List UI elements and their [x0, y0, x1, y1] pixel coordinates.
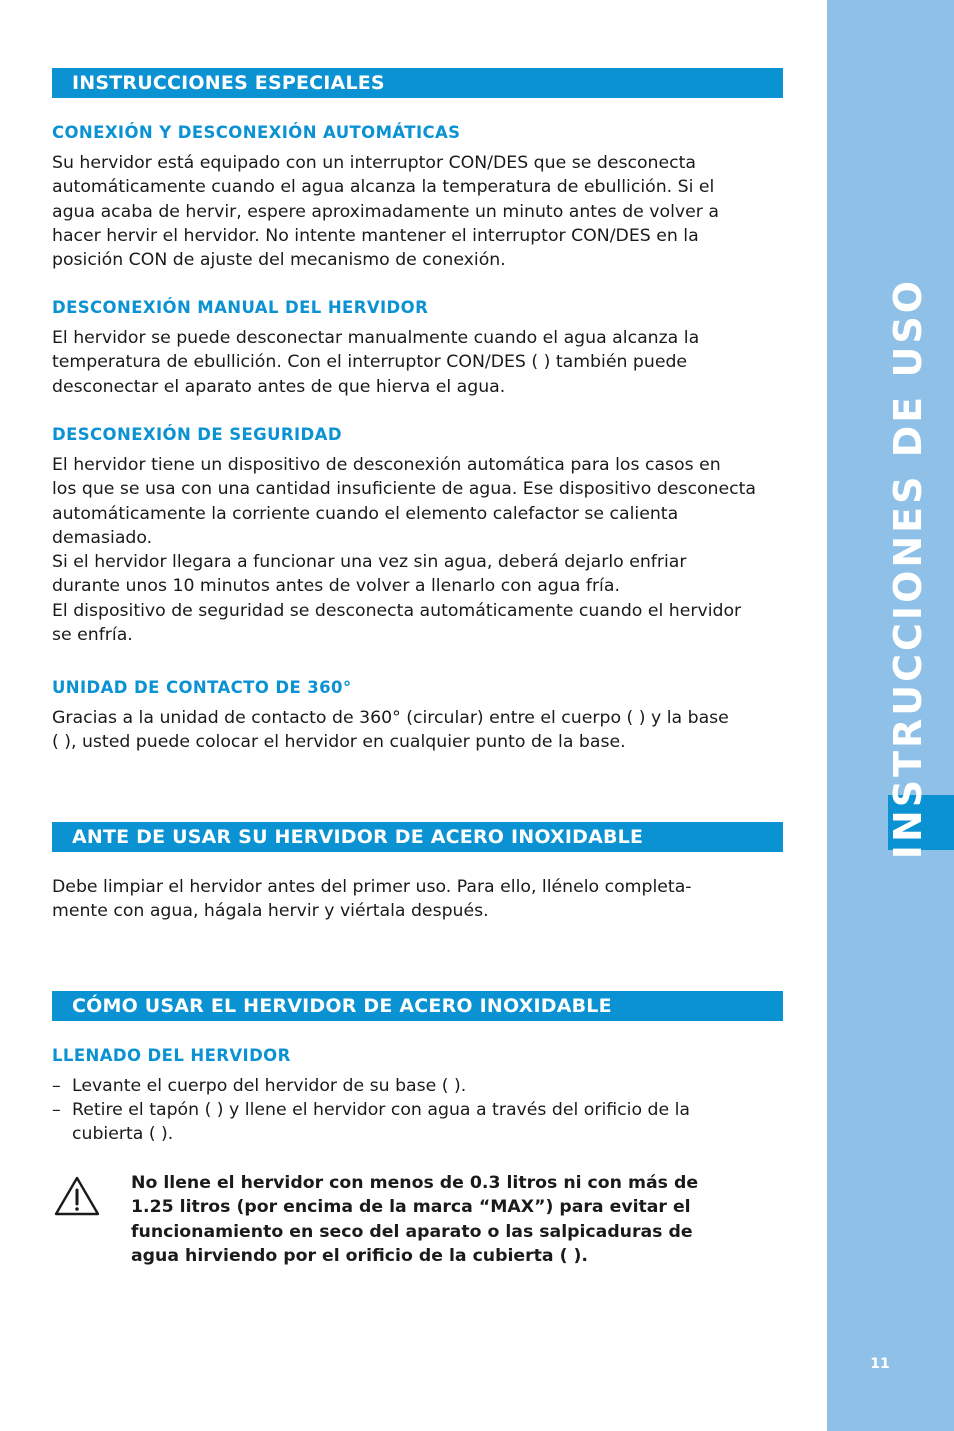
- warning-text: No llene el hervidor con menos de 0.3 litros ni con más de 1.25 litros (por encima de la marca “MAX”) para evitar el funcionamiento en seco del aparato o las salpicaduras de agua hirviendo por el orificio de la cubierta ( ).: [131, 1173, 699, 1266]
- paragraph-ante-de-usar: Debe limpiar el hervidor antes del primer uso. Para ello, llénelo completa- mente con agua, hágala hervir y viértala después.: [52, 877, 692, 922]
- paragraph-desconexion-seguridad: El hervidor tiene un dispositivo de desconexión automática para los casos en los que se usa con una cantidad insuficiente de agua. Ese dispositivo desconecta automáticamente la corriente cuando el elemento calefactor se calienta demasiado. Si el hervidor llegara a funcionar una vez sin agua, deberá dejarlo enfriar durante unos 10 minutos antes de volver a llenarlo con agua fría. El dispositivo de seguridad se desconecta automáticamente cuando el hervidor se enfría.: [52, 455, 756, 646]
- list-item: Levante el cuerpo del hervidor de su base ( ).: [72, 1076, 467, 1096]
- paragraph-conexion: Su hervidor está equipado con un interruptor CON/DES que se desconecta automáticamente cuando el agua alcanza la temperatura de ebullición. Si el agua acaba de hervir, espere aproximadamente un minuto antes de volver a hacer hervir el hervidor. No intente mantener el interruptor CON/DES en la posición CON de ajuste del mecanismo de conexión.: [52, 153, 719, 271]
- subheading-desconexion-manual: DESCONEXIÓN MANUAL DEL HERVIDOR: [52, 298, 429, 317]
- subheading-llenado: LLENADO DEL HERVIDOR: [52, 1046, 291, 1065]
- paragraph-unidad-contacto: Gracias a la unidad de contacto de 360° (circular) entre el cuerpo ( ) y la base ( ), usted puede colocar el hervidor en cualquier punto de la base.: [52, 708, 729, 753]
- paragraph-desconexion-manual: El hervidor se puede desconectar manualmente cuando el agua alcanza la temperatura de ebullición. Con el interruptor CON/DES ( ) también puede desconectar el aparato antes de que hierva el agua.: [52, 328, 700, 397]
- page-number: 11: [870, 1356, 890, 1372]
- warning-triangle-icon: [54, 1176, 100, 1216]
- subheading-conexion: CONEXIÓN Y DESCONEXIÓN AUTOMÁTICAS: [52, 123, 461, 142]
- sidebar-title: INSTRUCCIONES DE USO: [886, 278, 930, 860]
- section-heading-como-usar: CÓMO USAR EL HERVIDOR DE ACERO INOXIDABLE: [52, 991, 783, 1021]
- bullet-dash: –: [52, 1076, 61, 1096]
- section-heading-instrucciones-especiales: INSTRUCCIONES ESPECIALES: [52, 68, 783, 98]
- subheading-desconexion-seguridad: DESCONEXIÓN DE SEGURIDAD: [52, 425, 342, 444]
- bullet-dash: –: [52, 1100, 61, 1120]
- section-heading-ante-de-usar: ANTE DE USAR SU HERVIDOR DE ACERO INOXIDABLE: [52, 822, 783, 852]
- subheading-unidad-contacto: UNIDAD DE CONTACTO DE 360°: [52, 678, 352, 697]
- list-item: Retire el tapón ( ) y llene el hervidor con agua a través del orificio de la cubierta ( ).: [72, 1100, 690, 1145]
